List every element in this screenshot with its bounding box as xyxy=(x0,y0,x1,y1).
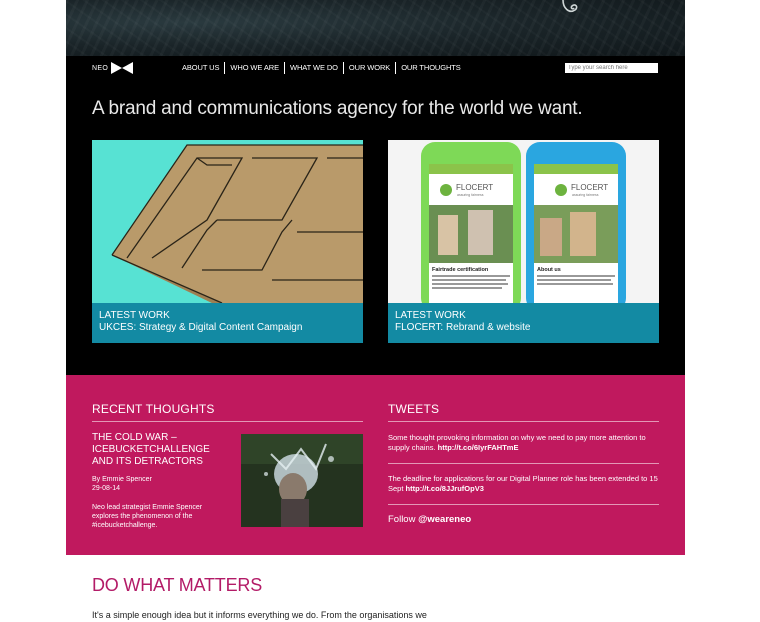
page-tagline: A brand and communications agency for the world we want. xyxy=(92,98,583,119)
mission-section xyxy=(66,555,685,622)
logo-text: NEO xyxy=(92,64,109,72)
divider xyxy=(388,421,659,422)
page xyxy=(66,0,685,622)
article-description: Neo lead strategist Emmie Spencer explores the phenomenon of the #icebucketchallenge. xyxy=(92,504,203,529)
phone-right-heading: About us xyxy=(537,267,561,273)
hero-banner-image xyxy=(66,0,685,56)
swirl-ornament-icon xyxy=(561,0,579,16)
work-card-ukces[interactable] xyxy=(92,140,363,343)
phone-right-brand: FLOCERT xyxy=(571,183,609,192)
mission-heading: DO WHAT MATTERS xyxy=(92,575,262,595)
tweet-link[interactable]: http://t.co/8JJrufOpV3 xyxy=(405,484,484,493)
work-caption xyxy=(388,303,659,343)
nav-item-about-us[interactable]: ABOUT US xyxy=(182,63,220,72)
article-date: 29-08-14 xyxy=(92,485,121,492)
main-menu xyxy=(182,62,466,74)
twitter-handle-link[interactable]: @weareneo xyxy=(418,514,472,525)
nav-item-what-we-do[interactable]: WHAT WE DO xyxy=(284,62,343,74)
tweet-link[interactable]: http://t.co/6IyrFAHTmE xyxy=(437,443,519,452)
tweet-text: Some thought provoking information on why we need to pay more attention to supply chains. xyxy=(388,433,646,452)
follow-label: Follow xyxy=(388,514,416,525)
work-card-flocert[interactable] xyxy=(388,140,659,343)
phone-left-heading: Fairtrade certification xyxy=(432,267,489,273)
tweet-item xyxy=(388,474,663,494)
divider xyxy=(388,463,659,464)
ice-bucket-illustration xyxy=(241,434,363,527)
tweet-text: The deadline for applications for our Digital Planner role has been extended to 15 Sept xyxy=(388,474,658,493)
work-title: UKCES: Strategy & Digital Content Campaign xyxy=(99,322,303,333)
work-title: FLOCERT: Rebrand & website xyxy=(395,322,531,333)
search-input[interactable] xyxy=(565,63,658,73)
phone-left-brand: FLOCERT xyxy=(456,183,494,192)
bowtie-logo-icon xyxy=(111,62,133,74)
article-title-link[interactable]: THE COLD WAR – ICEBUCKETCHALLENGE AND ITS DETRACTORS xyxy=(92,432,210,467)
nav-item-our-thoughts[interactable]: OUR THOUGHTS xyxy=(395,62,466,74)
latest-work-label: LATEST WORK xyxy=(99,310,170,321)
recent-thoughts-heading: RECENT THOUGHTS xyxy=(92,402,215,416)
mission-text: It's a simple enough idea but it informs everything we do. From the organisations we xyxy=(92,610,427,620)
divider xyxy=(92,421,363,422)
article-author: By Emmie Spencer xyxy=(92,476,152,483)
phone-right-sub: assuring fairness xyxy=(572,193,599,197)
work-caption xyxy=(92,303,363,343)
phone-left-sub: assuring fairness xyxy=(457,193,484,197)
latest-work-label: LATEST WORK xyxy=(395,310,466,321)
nav-item-our-work[interactable]: OUR WORK xyxy=(343,62,395,74)
ice-bucket-photo[interactable] xyxy=(241,434,363,527)
divider xyxy=(388,504,659,505)
chocolate-bar-illustration xyxy=(92,140,363,303)
thoughts-and-tweets-section xyxy=(66,375,685,555)
tweet-item xyxy=(388,433,663,453)
follow-twitter xyxy=(388,514,471,525)
top-navigation xyxy=(92,62,662,76)
neo-logo[interactable] xyxy=(92,62,133,74)
flocert-phones-image xyxy=(388,140,659,303)
tweets-heading: TWEETS xyxy=(388,402,440,416)
nav-item-who-we-are[interactable]: WHO WE ARE xyxy=(224,62,284,74)
article-meta xyxy=(92,475,152,493)
